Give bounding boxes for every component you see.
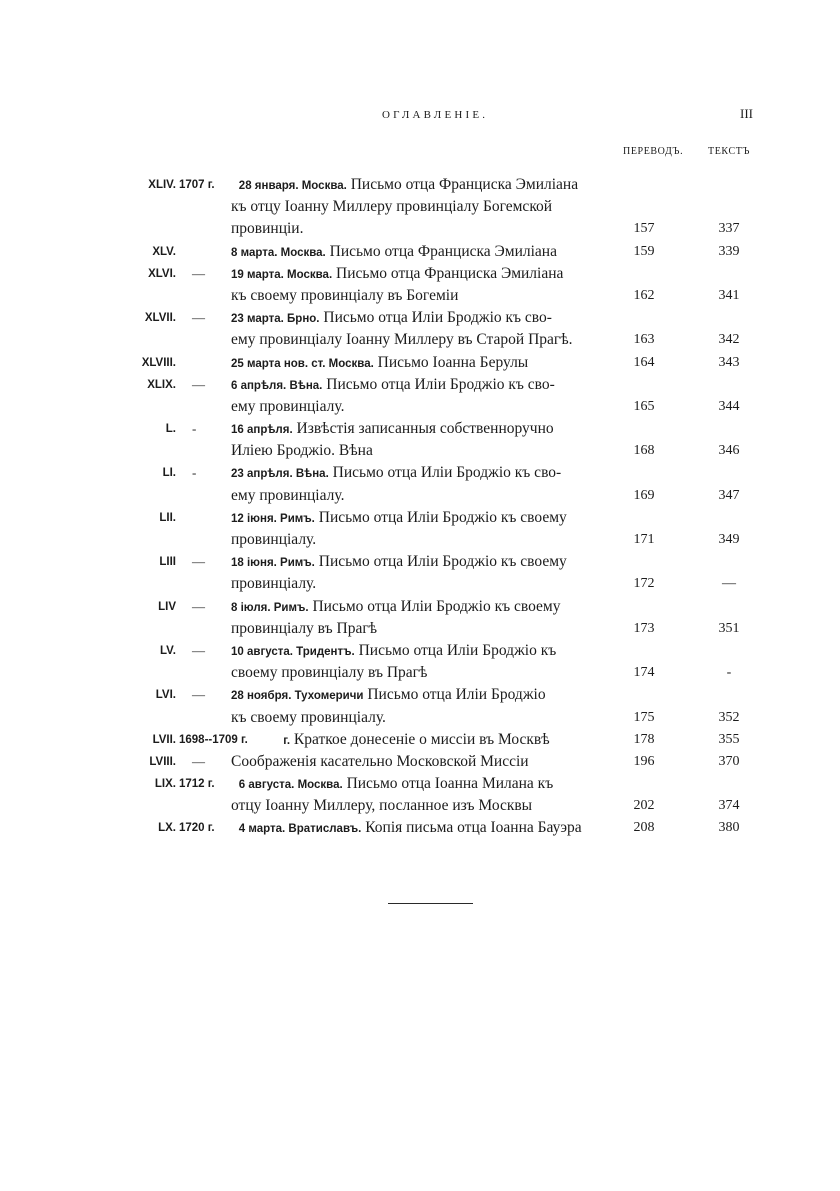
toc-entry-line (0, 662, 840, 684)
entry-date-place: 6 апрѣля. Вѣна. (231, 379, 323, 392)
entry-roman-numeral: LI. (162, 467, 176, 480)
entry-ditto-dash: — (192, 265, 205, 281)
entry-date-place: 16 апрѣля. (231, 424, 293, 437)
toc-entry-line (0, 440, 840, 462)
entry-date-place: 4 марта. Вратиславъ. (238, 823, 362, 836)
entry-date-place: 18 іюня. Римъ. (231, 557, 315, 570)
toc-entry (0, 817, 840, 839)
translation-page-number: 162 (633, 287, 655, 303)
entry-ditto-dash: — (192, 753, 205, 769)
translation-page-number: 163 (633, 332, 655, 348)
entry-ditto-dash: - (192, 421, 197, 437)
entry-date-place: 25 марта нов. ст. Москва. (231, 357, 374, 370)
text-page-number: — (722, 576, 736, 592)
translation-page-number: 157 (633, 221, 655, 237)
entry-description (239, 174, 578, 197)
entry-text: провинціи. (231, 220, 304, 238)
text-page-number: 370 (718, 753, 740, 769)
entry-roman-numeral: LII. (159, 511, 176, 524)
translation-page-number: 169 (633, 487, 655, 503)
toc-entry-line (0, 795, 840, 817)
entry-description (231, 795, 532, 817)
toc-entry-line (0, 307, 840, 329)
entry-date-place: 23 апрѣля. Вѣна. (231, 468, 329, 481)
toc-entry-line (0, 551, 840, 573)
toc-entry (0, 684, 840, 728)
toc-entry (0, 729, 840, 751)
entry-text: своему провинціалу въ Прагѣ (231, 664, 428, 682)
translation-page-number: 202 (633, 798, 655, 814)
toc-entry (0, 551, 840, 595)
entry-date-place: 28 ноября. Тухомеричи (231, 690, 364, 703)
text-page-number: 349 (718, 532, 740, 547)
table-of-contents (0, 174, 840, 840)
entry-text: провинціалу. (231, 531, 317, 548)
text-page-number: 341 (718, 287, 740, 303)
toc-entry (0, 462, 840, 506)
entry-description (231, 751, 529, 773)
entry-description (231, 218, 303, 240)
entry-text: Письмо отца Иліи Броджіо къ своему (312, 597, 561, 615)
entry-roman-numeral: LIV (158, 600, 176, 613)
entry-text: ему провинціалу. (231, 486, 345, 504)
translation-page-number: 168 (633, 443, 655, 459)
entry-description (231, 263, 563, 286)
toc-entry-line (0, 507, 840, 529)
entry-text: Письмо отца Иліи Броджіо (367, 686, 546, 704)
entry-date-place: 12 іюня. Римъ. (231, 512, 315, 525)
entry-text: Письмо Іоанна Берулы (377, 353, 529, 371)
entry-date-place: 23 марта. Брно. (231, 313, 320, 326)
entry-description (231, 374, 555, 397)
toc-entry-line (0, 529, 840, 551)
text-page-number: 374 (718, 798, 740, 814)
entry-text: Письмо отца Иліи Броджіо къ своему (318, 508, 567, 526)
toc-entry (0, 307, 840, 351)
translation-page-number: 164 (633, 354, 655, 370)
text-page-number: 337 (718, 221, 740, 237)
translation-page-number: 172 (633, 576, 655, 592)
entry-text: провинціалу въ Прагѣ (231, 619, 378, 637)
toc-entry-line (0, 174, 840, 196)
toc-entry-line (0, 817, 840, 839)
entry-roman-numeral: XLVI. (148, 267, 176, 280)
text-page-number: 344 (718, 398, 740, 414)
entry-text: Письмо отца Франциска Эмиліана (350, 176, 579, 193)
page-title: ОГЛАВЛЕНІЕ. (382, 109, 489, 121)
page-number: III (740, 106, 753, 121)
toc-entry-line (0, 684, 840, 706)
toc-entry-line (0, 729, 840, 751)
text-page-number: 380 (718, 820, 740, 836)
entry-text: Письмо отца Иліи Броджіо къ сво- (332, 464, 562, 482)
translation-page-number: 174 (633, 665, 655, 681)
toc-entry-line (0, 751, 840, 773)
entry-description (231, 684, 546, 707)
entry-description (231, 551, 567, 574)
entry-text: Копія письма отца Іоанна Бауэра (365, 819, 582, 837)
entry-text: Письмо отца Иліи Броджіо къ (358, 641, 557, 659)
entry-date-place: 8 іюля. Римъ. (231, 601, 309, 614)
entry-text: Письмо отца Иліи Броджіо къ сво- (323, 309, 552, 327)
entry-date-place: 6 августа. Москва. (238, 779, 343, 792)
toc-entry (0, 241, 840, 263)
translation-page-number: 196 (633, 753, 655, 769)
entry-date-place: г. (283, 734, 291, 747)
translation-page-number: 165 (633, 398, 655, 414)
entry-roman-numeral: XLV. (152, 245, 176, 258)
entry-ditto-dash: — (192, 642, 205, 658)
text-page-number: 351 (718, 620, 740, 636)
toc-entry-line (0, 462, 840, 484)
entry-ditto-dash: — (192, 687, 205, 703)
entry-date-place: 28 января. Москва. (238, 180, 347, 192)
entry-roman-numeral: L. (165, 423, 176, 436)
entry-text: къ своему провинціалу. (231, 708, 386, 726)
entry-year: 1720 г. (179, 822, 215, 835)
translation-page-number: 208 (633, 820, 655, 836)
entry-description (231, 241, 557, 264)
toc-entry-line (0, 241, 840, 263)
entry-text: Письмо отца Франциска Эмиліана (336, 264, 564, 282)
entry-date-place: 10 августа. Тридентъ. (231, 645, 355, 658)
entry-year: 1698--1709 г. (179, 733, 248, 746)
text-page-number: 339 (718, 243, 740, 259)
entry-date-place: 19 марта. Москва. (231, 268, 333, 281)
toc-entry-line (0, 285, 840, 307)
closing-divider (388, 903, 473, 904)
entry-roman-numeral: LV. (160, 644, 176, 657)
entry-text: Краткое донесеніе о миссіи въ Москвѣ (293, 730, 550, 748)
text-page-number: 352 (718, 709, 740, 725)
toc-entry-line (0, 773, 840, 795)
entry-ditto-dash: — (192, 554, 205, 570)
text-page-number: 346 (718, 443, 740, 459)
toc-entry-line (0, 396, 840, 418)
toc-entry (0, 507, 840, 551)
entry-text: къ своему провинціалу въ Богеміи (231, 286, 459, 304)
text-page-number: 355 (718, 731, 740, 747)
entry-text: Письмо отца Иліи Броджіо къ своему (318, 553, 567, 571)
entry-description (231, 529, 316, 551)
toc-entry-line (0, 485, 840, 507)
entry-description (231, 196, 552, 218)
toc-entry-line (0, 418, 840, 440)
entry-text: Иліею Броджіо. Вѣна (231, 442, 373, 460)
column-header-text: ТЕКСТЪ (708, 146, 751, 157)
toc-entry-line (0, 618, 840, 640)
toc-entry-line (0, 352, 840, 374)
text-page-number: 343 (718, 354, 740, 370)
entry-roman-numeral: XLIX. (147, 378, 176, 391)
toc-entry-line (0, 596, 840, 618)
entry-text: отцу Іоанну Миллеру, посланное изъ Москвы (231, 797, 533, 815)
entry-ditto-dash: — (192, 598, 205, 614)
column-header-translation: ПЕРЕВОДЪ. (623, 146, 684, 157)
toc-entry-line (0, 263, 840, 285)
entry-roman-numeral: LVIII. (149, 755, 176, 768)
toc-entry (0, 352, 840, 374)
toc-entry-line (0, 707, 840, 729)
entry-description (283, 729, 549, 752)
entry-description (231, 329, 573, 351)
entry-description (231, 707, 386, 729)
entry-ditto-dash: — (192, 376, 205, 392)
entry-description (231, 507, 567, 530)
entry-text: къ отцу Іоанну Миллеру провинціалу Богемской (231, 198, 553, 216)
entry-text: ему провинціалу Іоанну Миллеру въ Старой Прагѣ. (231, 331, 573, 349)
toc-entry (0, 263, 840, 307)
entry-description (231, 352, 528, 375)
entry-description (231, 618, 377, 640)
translation-page-number: 178 (633, 731, 655, 747)
entry-description (231, 462, 561, 485)
entry-description (231, 573, 316, 595)
entry-roman-numeral: LX. (158, 822, 176, 835)
entry-text: провинціалу. (231, 575, 317, 593)
translation-page-number: 175 (633, 709, 655, 725)
entry-roman-numeral: XLVII. (144, 312, 176, 325)
entry-text: ему провинціалу. (231, 397, 345, 415)
entry-description (231, 596, 560, 619)
entry-description (231, 418, 554, 441)
entry-year: 1707 г. (179, 179, 215, 191)
entry-description (231, 307, 552, 330)
translation-page-number: 173 (633, 620, 655, 636)
entry-text: Письмо отца Иліи Броджіо къ сво- (326, 375, 555, 393)
translation-page-number: 171 (633, 532, 655, 547)
toc-entry-line (0, 573, 840, 595)
entry-ditto-dash: — (192, 310, 205, 326)
toc-entry (0, 374, 840, 418)
entry-description (231, 396, 344, 418)
toc-entry (0, 418, 840, 462)
text-page-number: - (726, 665, 732, 681)
entry-ditto-dash: - (192, 465, 197, 481)
text-page-number: 342 (718, 332, 740, 348)
toc-entry-line (0, 218, 840, 240)
entry-text: Соображенія касательно Московской Миссіи (231, 752, 529, 770)
entry-roman-numeral: LVI. (155, 689, 176, 702)
entry-roman-numeral: XLVIII. (141, 356, 176, 369)
entry-date-place: 8 марта. Москва. (231, 246, 326, 259)
entry-roman-numeral: LIII (159, 556, 176, 569)
entry-text: Письмо отца Іоанна Милана къ (346, 775, 554, 793)
entry-text: Письмо отца Франциска Эмиліана (329, 242, 557, 260)
entry-description (239, 817, 582, 840)
toc-entry (0, 773, 840, 817)
entry-description (231, 662, 427, 684)
toc-entry-line (0, 374, 840, 396)
toc-entry-line (0, 640, 840, 662)
entry-text: Извѣстія записанныя собственноручно (296, 420, 554, 438)
translation-page-number: 159 (633, 243, 655, 259)
toc-entry (0, 751, 840, 773)
entry-description (239, 773, 553, 796)
entry-description (231, 285, 458, 307)
entry-roman-numeral: LVII. (152, 733, 176, 746)
entry-roman-numeral: XLIV. (148, 179, 176, 191)
text-page-number: 347 (718, 487, 740, 503)
toc-entry (0, 174, 840, 241)
toc-entry-line (0, 329, 840, 351)
toc-entry (0, 596, 840, 640)
entry-description (231, 440, 373, 462)
toc-entry (0, 640, 840, 684)
entry-roman-numeral: LIX. (154, 778, 176, 791)
toc-entry-line (0, 196, 840, 218)
entry-description (231, 640, 556, 663)
entry-year: 1712 г. (179, 778, 215, 791)
entry-description (231, 485, 344, 507)
